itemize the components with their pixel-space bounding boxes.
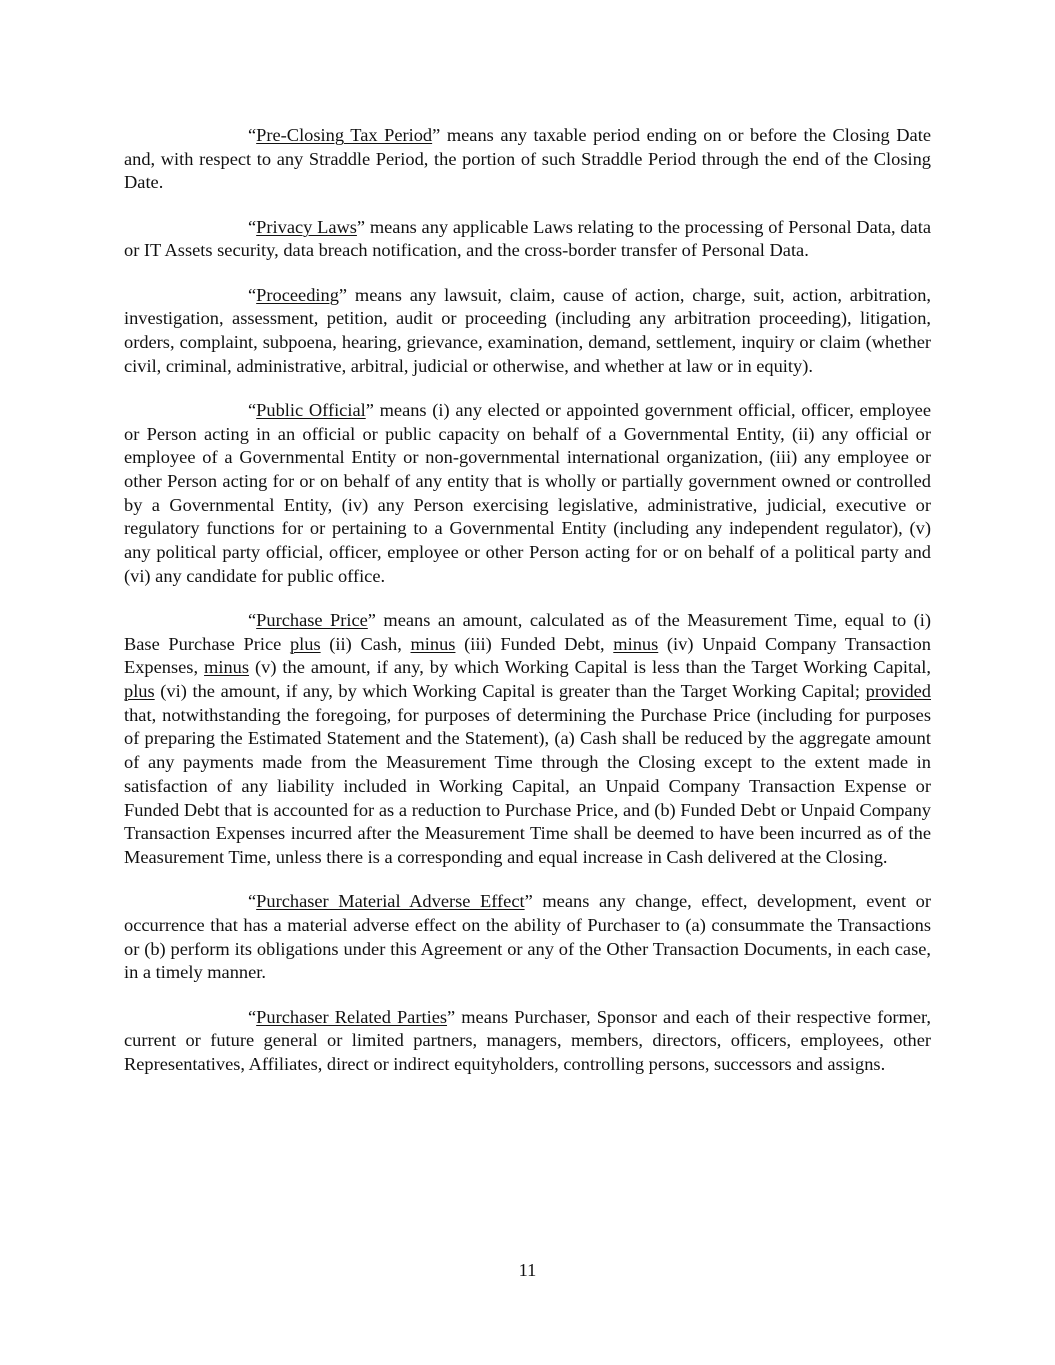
defined-term: Purchase Price bbox=[256, 609, 368, 630]
definition-public-official bbox=[124, 399, 931, 589]
definition-text: ” means any taxable period ending on or before the Closing Date and, with respect to any Straddle Period, the portion of such Straddle Period through the end of the Closing Date. bbox=[124, 125, 931, 193]
definition-text: (v) the amount, if any, by which Working Capital is less than the Target Working Capital, bbox=[249, 657, 931, 678]
definition-text: “ bbox=[248, 399, 257, 420]
definition-text: “ bbox=[248, 609, 257, 630]
definition-proceeding bbox=[124, 284, 931, 379]
defined-term: Purchaser Related Parties bbox=[256, 1006, 448, 1027]
defined-term: Pre-Closing Tax Period bbox=[256, 125, 433, 145]
document-body bbox=[124, 124, 931, 1077]
defined-term: Public Official bbox=[256, 399, 366, 420]
underlined-word: minus bbox=[410, 633, 456, 654]
definition-pre-closing-tax-period bbox=[124, 124, 931, 195]
definition-text: ” means any applicable Laws relating to the processing of Personal Data, data or IT Assets security, data breach notification, and the cross-border transfer of Personal Data. bbox=[124, 216, 931, 261]
definition-text: ” means (i) any elected or appointed government official, officer, employee or Person acting in an official or public capacity on behalf of a Governmental Entity, (ii) any official or employee of a Governmental Entity or non-governmental international organization, (iii) any employee or other Person acting for or on behalf of any entity that is wholly or partially government owned or controlled by a Governmental Entity, (iv) any Person exercising legislative, administrative, judicial, executive or regulatory functions for or pertaining to a Governmental Entity (including any independent regulator), (v) any political party official, officer, employee or other Person acting for or on behalf of a political party and (vi) any candidate for public office. bbox=[124, 399, 931, 586]
definition-text: ” means any change, effect, development, event or occurrence that has a material adverse effect on the ability of Purchaser to (a) consummate the Transactions or (b) perform its obligations under this Agreement or any of the Other Transaction Documents, in each case, in a timely manner. bbox=[124, 891, 931, 983]
underlined-word: plus bbox=[124, 681, 155, 702]
definition-text: “ bbox=[248, 891, 257, 912]
definition-text: “ bbox=[248, 125, 257, 145]
definition-text: (iii) Funded Debt, bbox=[455, 633, 614, 654]
definition-text: “ bbox=[248, 284, 257, 305]
definition-text: ” means Purchaser, Sponsor and each of their respective former, current or future general or limited partners, managers, members, directors, officers, employees, other Representatives, Affiliates, direct or indirect equityholders, controlling persons, successors and assigns. bbox=[124, 1006, 931, 1074]
definition-text: (vi) the amount, if any, by which Working Capital is greater than the Target Working Capital; bbox=[154, 681, 866, 702]
underlined-word: plus bbox=[289, 633, 321, 654]
definition-purchaser-material-adverse-effect bbox=[124, 890, 931, 985]
definition-text: “ bbox=[248, 216, 257, 237]
definition-text: (ii) Cash, bbox=[320, 633, 411, 654]
underlined-word: provided bbox=[865, 681, 931, 702]
defined-term: Purchaser Material Adverse Effect bbox=[256, 891, 525, 912]
definition-purchaser-related-parties bbox=[124, 1006, 931, 1077]
page-number: 11 bbox=[518, 1260, 537, 1280]
definition-privacy-laws bbox=[124, 216, 931, 263]
definition-text: ” means any lawsuit, claim, cause of action, charge, suit, action, arbitration, investigation, assessment, petition, audit or proceeding (including any arbitration proceeding), litigation, orders, complaint, subpoena, hearing, grievance, examination, demand, settlement, inquiry or claim (whether civil, criminal, administrative, arbitral, judicial or otherwise, and whether at law or in equity). bbox=[124, 284, 931, 376]
underlined-word: minus bbox=[613, 633, 659, 654]
defined-term: Privacy Laws bbox=[256, 216, 357, 237]
definition-text: that, notwithstanding the foregoing, for purposes of determining the Purchase Price (including for purposes of preparing the Estimated Statement and the Statement), (a) Cash shall be reduced by the aggregate amount of any payments made from the Measurement Time through the Closing except to the extent made in satisfaction of any liability included in Working Capital, an Unpaid Company Transaction Expense or Funded Debt that is accounted for as a reduction to Purchase Price, and (b) Funded Debt or Unpaid Company Transaction Expenses incurred after the Measurement Time shall be deemed to have been incurred as of the Measurement Time, unless there is a corresponding and equal increase in Cash delivered at the Closing. bbox=[124, 704, 931, 867]
underlined-word: minus bbox=[204, 657, 250, 678]
definition-text: “ bbox=[248, 1006, 257, 1027]
definition-purchase-price bbox=[124, 609, 931, 870]
definition-text: (iv) Unpaid Company Transaction Expenses, bbox=[124, 633, 931, 678]
definition-text: ” means an amount, calculated as of the Measurement Time, equal to (i) Base Purchase Price bbox=[124, 609, 931, 654]
defined-term: Proceeding bbox=[256, 284, 339, 305]
